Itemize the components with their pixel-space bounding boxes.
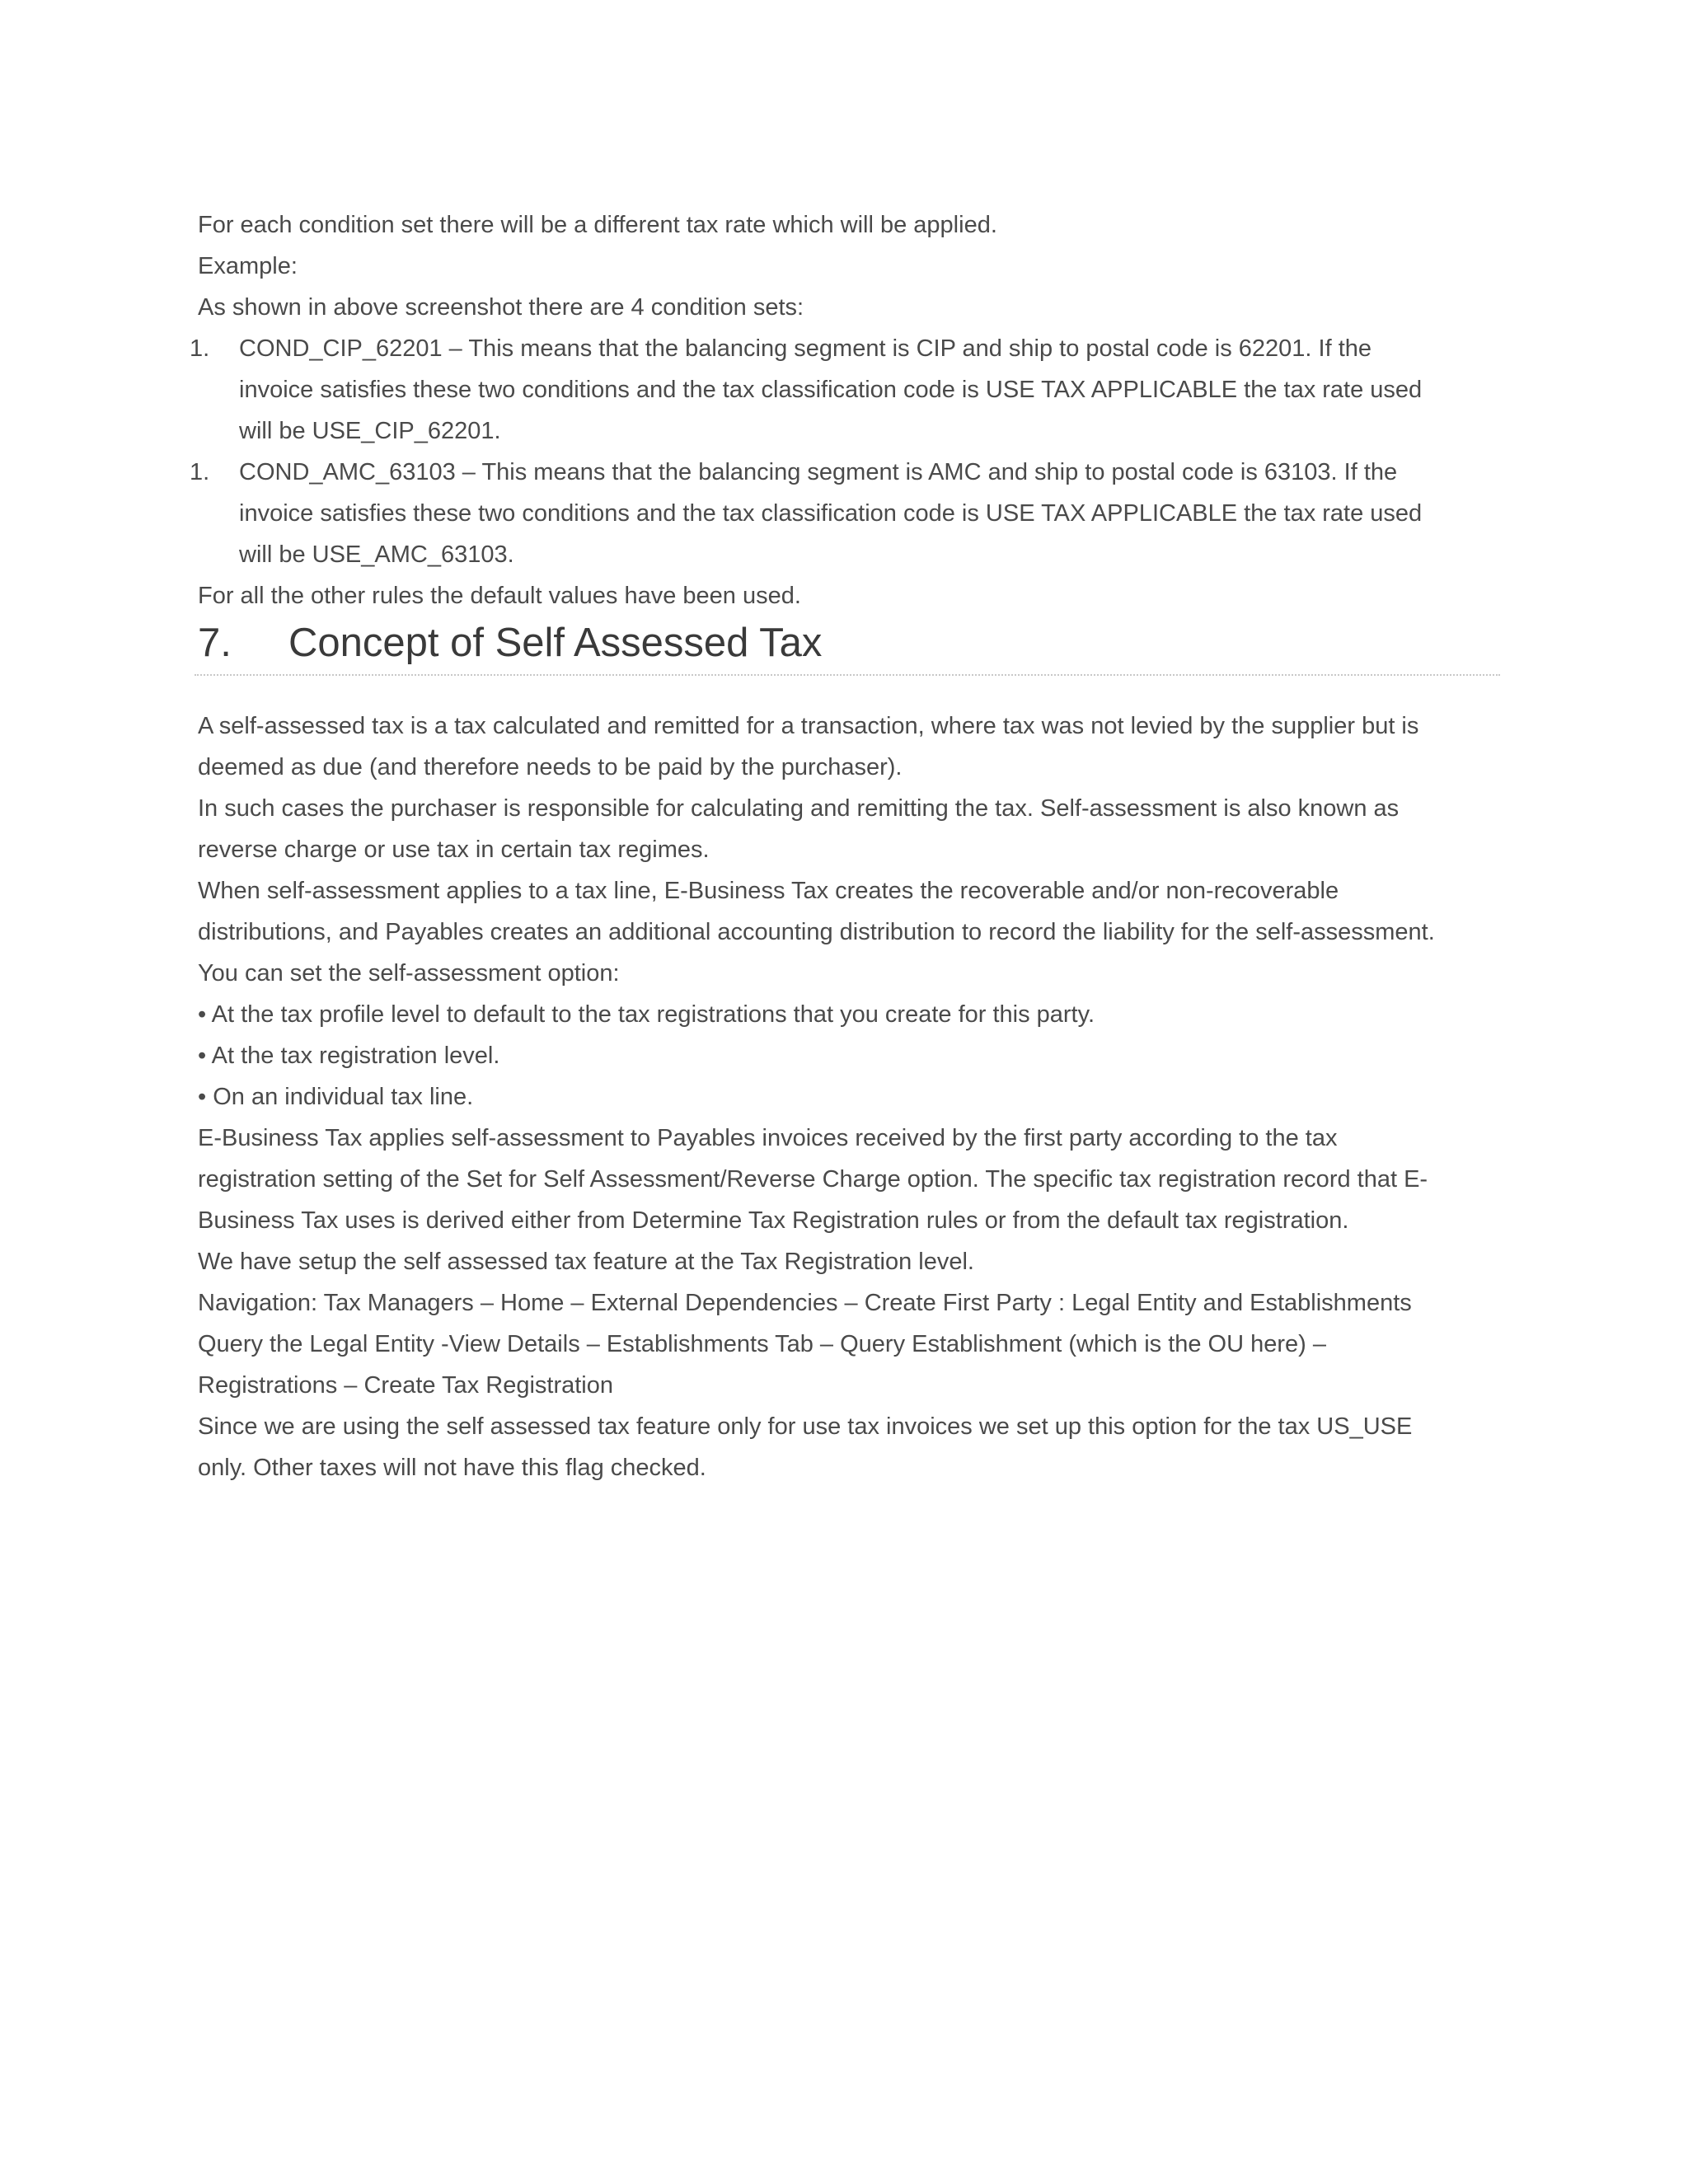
intro-text: As shown in above screenshot there are 4 condition sets: [198,294,804,321]
bullet-line: • At the tax registration level. [198,1043,500,1069]
list-item [190,452,1500,575]
navigation-line: Query the Legal Entity -View Details – Establishments Tab – Query Establishment (which is the OU here) – [198,1331,1327,1357]
intro-text: For each condition set there will be a different tax rate which will be applied. [198,212,997,238]
list-item-text: invoice satisfies these two conditions and the tax classification code is USE TAX APPLICABLE the tax rate used [239,377,1423,403]
list-item-text: invoice satisfies these two conditions and the tax classification code is USE TAX APPLICABLE the tax rate used [239,500,1423,527]
section-heading [198,616,1500,669]
navigation-line: Registrations – Create Tax Registration [198,1372,613,1399]
body-line: A self-assessed tax is a tax calculated and remitted for a transaction, where tax was not levied by the supplier but is [198,713,1419,739]
list-item-text: COND_CIP_62201 – This means that the balancing segment is CIP and ship to postal code is 62201. If the [239,335,1372,362]
body-line: reverse charge or use tax in certain tax regimes. [198,837,710,863]
list-number: 1. [190,459,210,485]
bullet-line: • At the tax profile level to default to the tax registrations that you create for this party. [198,1001,1095,1028]
body-line: distributions, and Payables creates an additional accounting distribution to record the liability for the self-assessment. [198,919,1435,945]
list-item-text: will be USE_CIP_62201. [239,418,501,444]
document-page [190,204,1500,1488]
body-line: deemed as due (and therefore needs to be paid by the purchaser). [198,754,903,780]
body-line: Business Tax uses is derived either from Determine Tax Registration rules or from the default tax registration. [198,1207,1349,1234]
section-body [198,705,1500,1488]
list-item-text: will be USE_AMC_63103. [239,541,514,568]
body-line: only. Other taxes will not have this flag checked. [198,1455,706,1481]
example-label: Example: [198,253,298,279]
section-number: 7. [198,621,232,665]
body-line: registration setting of the Set for Self Assessment/Reverse Charge option. The specific tax registration record that E- [198,1166,1428,1193]
after-list-text: For all the other rules the default values have been used. [198,583,801,609]
bullet-line: • On an individual tax line. [198,1084,474,1110]
body-line: In such cases the purchaser is responsible for calculating and remitting the tax. Self-assessment is also known as [198,795,1400,822]
body-line: Since we are using the self assessed tax feature only for use tax invoices we set up this option for the tax US_USE [198,1413,1413,1440]
list-number: 1. [190,335,210,362]
section-divider [195,674,1500,676]
body-line: When self-assessment applies to a tax line, E-Business Tax creates the recoverable and/or non-recoverable [198,878,1339,904]
list-item [190,328,1500,452]
body-line: We have setup the self assessed tax feature at the Tax Registration level. [198,1249,974,1275]
body-line: You can set the self-assessment option: [198,960,620,987]
navigation-line: Navigation: Tax Managers – Home – External Dependencies – Create First Party : Legal Entity and Establishments [198,1290,1412,1316]
body-line: E-Business Tax applies self-assessment to Payables invoices received by the first party according to the tax [198,1125,1338,1151]
section-title: Concept of Self Assessed Tax [288,621,823,665]
list-item-text: COND_AMC_63103 – This means that the balancing segment is AMC and ship to postal code is 63103. If the [239,459,1398,485]
